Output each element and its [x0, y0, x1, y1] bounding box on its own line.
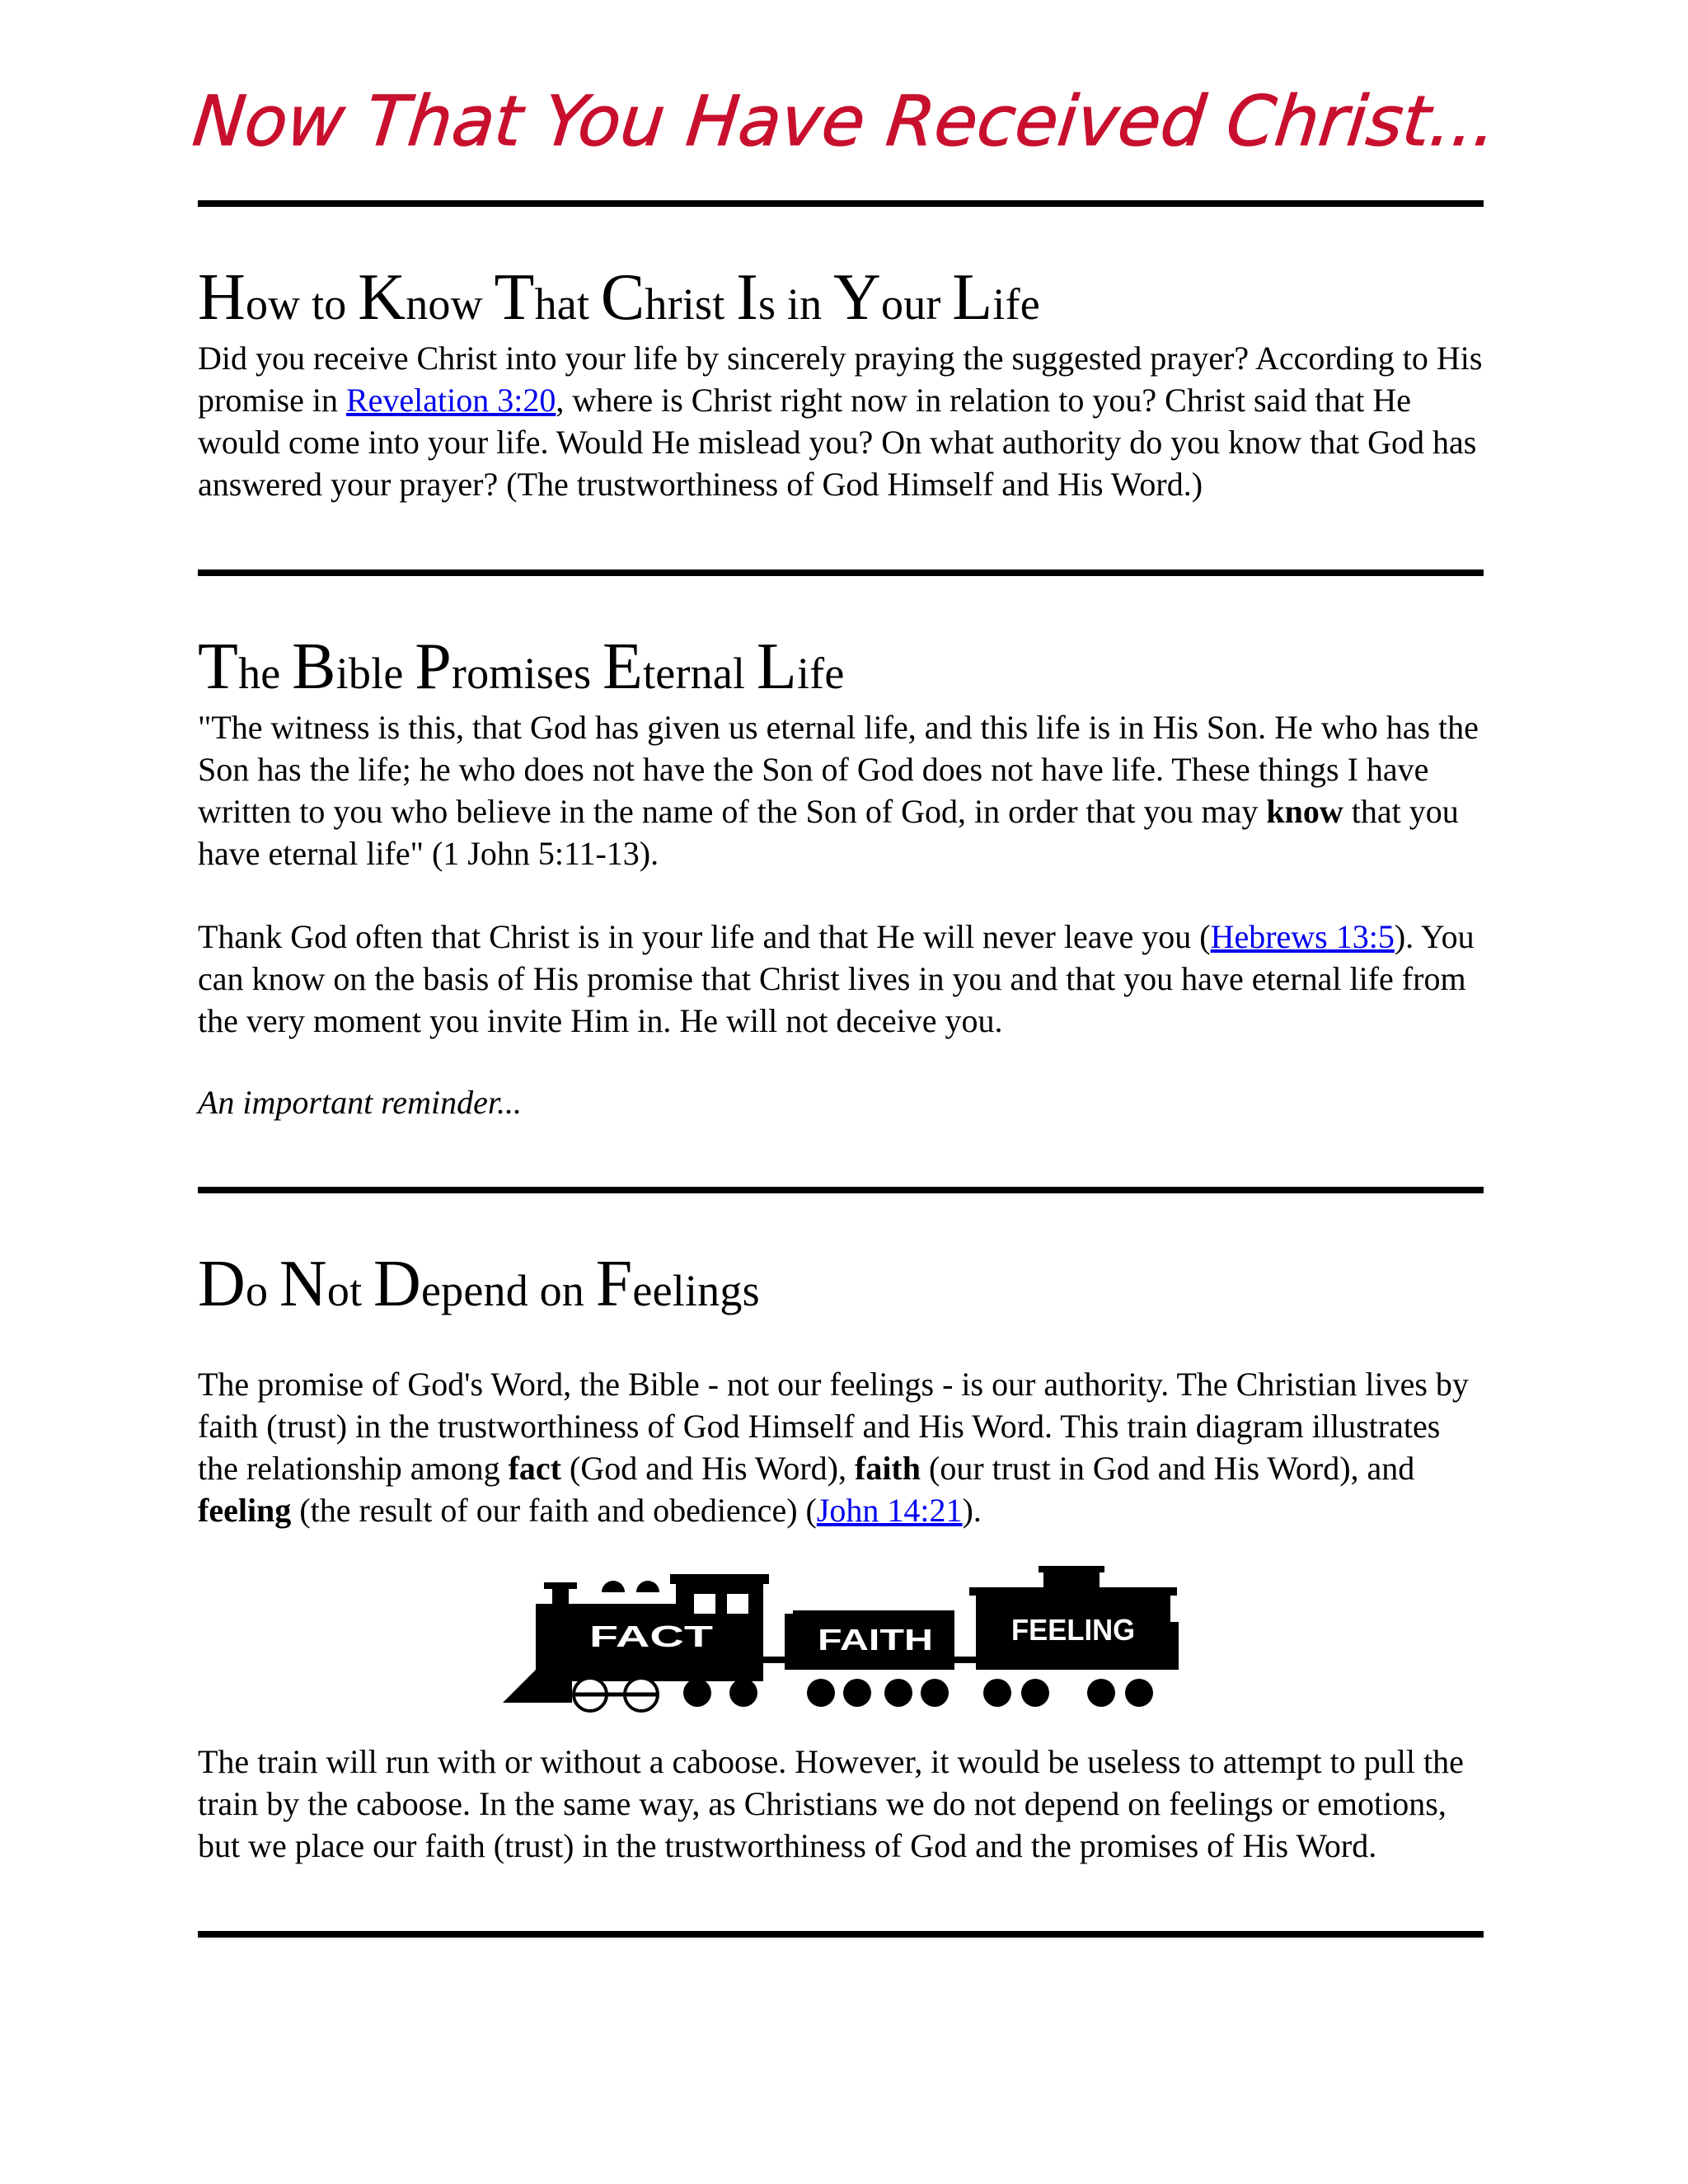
- wheel: [884, 1679, 912, 1707]
- sand-dome: [636, 1581, 659, 1592]
- heading-initial-cap: L: [756, 630, 797, 703]
- heading-text: on: [528, 1266, 596, 1315]
- title-text: Now That You Have Received Christ...: [189, 81, 1501, 162]
- heading-initial-cap: P: [415, 630, 452, 703]
- heading-initial-cap: B: [292, 630, 336, 703]
- cab-roof: [670, 1574, 769, 1584]
- heading-initial-cap: T: [198, 630, 239, 703]
- section-heading-feelings: [198, 1248, 1484, 1320]
- heading-text: [941, 279, 953, 329]
- hebrews-link[interactable]: Hebrews 13:5: [1210, 918, 1395, 955]
- heading-text: our: [881, 279, 941, 329]
- wheel: [843, 1679, 871, 1707]
- wheel: [983, 1679, 1011, 1707]
- john-link[interactable]: John 14:21: [816, 1492, 963, 1529]
- divider-rule: [198, 1931, 1484, 1938]
- heading-initial-cap: N: [279, 1248, 327, 1320]
- text-segment: that you have eternal life" (1 John 5:11-13).: [198, 793, 1459, 872]
- heading-text: ife: [992, 279, 1040, 329]
- text-segment: "The witness is this, that God has given us eternal life, and this life is in His Son. He who has the Son has the life; he who does not have the Son of God does not have life. These things I have written to you who believe in the name of the Son of God, in order that you may: [198, 709, 1479, 830]
- emphasis-feeling: feeling: [198, 1492, 292, 1529]
- heading-text: romises: [451, 649, 592, 698]
- heading-text: [280, 649, 292, 698]
- cupola-roof: [1039, 1566, 1104, 1572]
- section3-paragraph: [198, 1363, 1484, 1531]
- wheel: [1087, 1679, 1115, 1707]
- wheel: [807, 1679, 835, 1707]
- scripture-quote: [198, 706, 1484, 874]
- document-page: [189, 0, 1501, 1938]
- reminder-text: An important reminder...: [198, 1084, 522, 1121]
- heading-text: hrist: [645, 279, 725, 329]
- text-segment: Did you receive Christ into your life by sincerely praying the suggested prayer? According to His promise in: [198, 340, 1483, 419]
- heading-text: [745, 649, 757, 698]
- text-segment: (the result of our faith and obedience) (: [291, 1492, 817, 1529]
- train-illustration: [503, 1564, 1179, 1721]
- wheel: [921, 1679, 949, 1707]
- heading-initial-cap: I: [736, 261, 758, 334]
- emphasis-faith: faith: [855, 1450, 921, 1487]
- heading-text: epend: [420, 1266, 528, 1315]
- car-label-fact: FACT: [589, 1619, 713, 1653]
- heading-initial-cap: H: [198, 261, 246, 334]
- divider-rule: [198, 569, 1484, 576]
- heading-initial-cap: E: [603, 630, 644, 703]
- text-segment: ). You can know on the basis of His promise that Christ lives in you and that you have eternal life from the very moment you invite Him in. He will not deceive you.: [198, 918, 1475, 1039]
- cab-window: [727, 1594, 748, 1614]
- heading-initial-cap: D: [373, 1248, 421, 1320]
- heading-text: ot: [326, 1266, 363, 1315]
- heading-initial-cap: L: [952, 261, 993, 334]
- emphasis-know: know: [1266, 793, 1343, 830]
- heading-text: to: [300, 279, 359, 329]
- heading-text: ow: [245, 279, 301, 329]
- section1-paragraph: [198, 337, 1484, 505]
- divider-rule: [198, 200, 1484, 207]
- text-segment: ).: [962, 1492, 982, 1529]
- coupler: [763, 1657, 785, 1663]
- wheel: [1125, 1679, 1153, 1707]
- divider-rule: [198, 1187, 1484, 1193]
- heading-initial-cap: D: [198, 1248, 246, 1320]
- heading-text: [591, 649, 603, 698]
- heading-initial-cap: T: [494, 261, 535, 334]
- car-label-feeling: FEELING: [1011, 1613, 1135, 1647]
- heading-initial-cap: Y: [833, 261, 881, 334]
- smokestack-cap: [544, 1582, 577, 1589]
- steam-dome: [602, 1581, 625, 1592]
- text-segment: (God and His Word),: [561, 1450, 855, 1487]
- wheel: [683, 1679, 711, 1707]
- wheel: [729, 1679, 757, 1707]
- heading-text: [404, 649, 415, 698]
- text-segment: (our trust in God and His Word), and: [921, 1450, 1415, 1487]
- title-script: [189, 66, 1501, 165]
- heading-text: [362, 1266, 373, 1315]
- coupler: [954, 1657, 976, 1663]
- section3-closing-paragraph: The train will run with or without a caboose. However, it would be useless to attempt to pull the train by the caboose. In the same way, as Christians we do not depend on feelings or emotions, but we place our faith (trust) in the trustworthiness of God and the promises of His Word.: [198, 1743, 1464, 1864]
- page-title: [189, 0, 1501, 165]
- heading-text: ternal: [643, 649, 746, 698]
- caboose-rail: [1170, 1622, 1179, 1670]
- heading-text: he: [238, 649, 281, 698]
- cupola: [1043, 1571, 1100, 1589]
- heading-text: ible: [335, 649, 404, 698]
- text-segment: The promise of God's Word, the Bible - not our feelings - is our authority. The Christian lives by faith (trust) in the trustworthiness of God Himself and His Word. This train diagram illustrates the relationship among: [198, 1366, 1469, 1487]
- heading-text: in: [776, 279, 834, 329]
- heading-text: ife: [796, 649, 845, 698]
- text-segment: , where is Christ right now in relation to you? Christ said that He would come into your life. Would He mislead you? On what authority do you know that God has answered your prayer? (The trustworthiness of God Himself and His Word.): [198, 382, 1477, 503]
- heading-initial-cap: C: [600, 261, 645, 334]
- emphasis-fact: fact: [508, 1450, 561, 1487]
- train-diagram: [198, 1564, 1484, 1721]
- wheel: [1021, 1679, 1049, 1707]
- heading-text: o: [245, 1266, 269, 1315]
- heading-text: s: [757, 279, 776, 329]
- section-heading-bible-promises: [198, 630, 1484, 703]
- heading-text: eelings: [632, 1266, 760, 1315]
- heading-text: [724, 279, 736, 329]
- heading-initial-cap: F: [595, 1248, 633, 1320]
- heading-text: now: [406, 279, 483, 329]
- heading-text: hat: [534, 279, 590, 329]
- cab-window: [694, 1594, 715, 1614]
- section-heading-know-christ: [198, 261, 1484, 334]
- heading-text: [483, 279, 495, 329]
- heading-text: [268, 1266, 279, 1315]
- revelation-link[interactable]: Revelation 3:20: [345, 382, 556, 419]
- text-segment: Thank God often that Christ is in your life and that He will never leave you (: [198, 918, 1211, 955]
- section2-paragraph: [198, 916, 1484, 1042]
- car-label-faith: FAITH: [818, 1623, 933, 1657]
- heading-text: [589, 279, 601, 329]
- heading-initial-cap: K: [358, 261, 406, 334]
